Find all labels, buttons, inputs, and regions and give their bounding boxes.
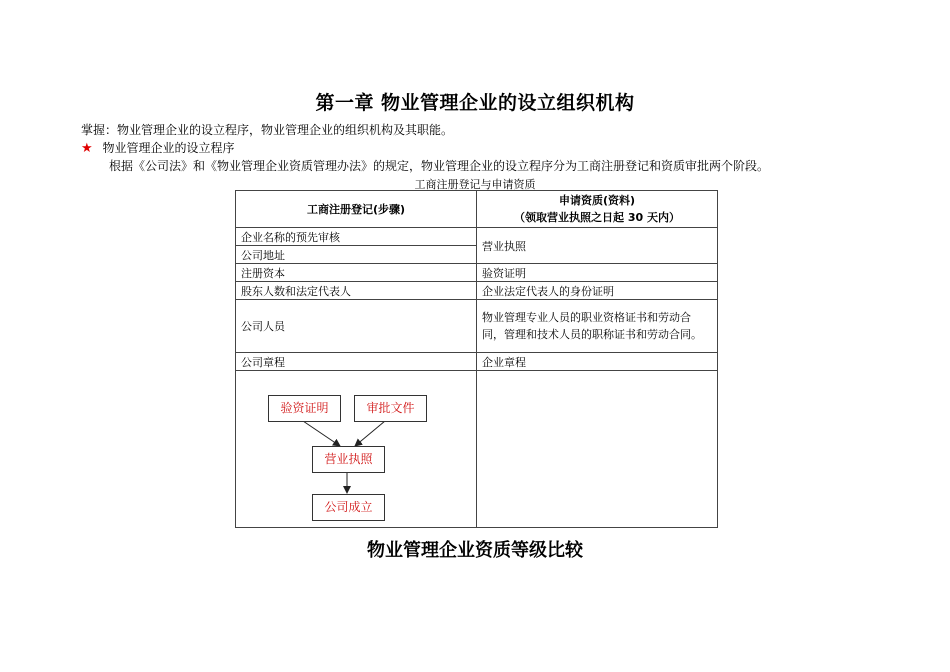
arrow-shenpi-to-yingye — [355, 421, 385, 446]
table-caption: 工商注册登记与申请资质 — [414, 178, 536, 191]
intro-paragraph: 根据《公司法》和《物业管理企业资质管理办法》的规定，物业管理企业的设立程序分为工商注册登记和资质审批两个阶段。 — [109, 159, 770, 173]
cell-left: 公司地址 — [236, 246, 477, 264]
master-line: 掌握：物业管理企业的设立程序，物业管理企业的组织机构及其职能。 — [81, 123, 454, 137]
cell-left: 股东人数和法定代表人 — [236, 282, 477, 300]
header-left: 工商注册登记(步骤) — [236, 191, 477, 228]
section-heading: 物业管理企业的设立程序 — [102, 141, 235, 155]
cell-right: 验资证明 — [477, 264, 718, 282]
cell-left: 公司章程 — [236, 353, 477, 371]
star-icon: ★ — [81, 141, 93, 156]
page-title: 第一章 物业管理企业的设立组织机构 — [315, 92, 635, 114]
flow-box-shenpi: 审批文件 — [354, 395, 427, 422]
header-right-line1: 申请资质(资料) — [558, 194, 636, 207]
header-right-line2: （领取营业执照之日起 30 天内） — [514, 211, 680, 224]
cell-right: 企业章程 — [477, 353, 718, 371]
cell-left: 企业名称的预先审核 — [236, 228, 477, 246]
cell-right-merged: 营业执照 — [477, 228, 718, 264]
cell-right: 物业管理专业人员的职业资格证书和劳动合同，管理和技术人员的职称证书和劳动合同。 — [477, 300, 718, 353]
cell-right: 企业法定代表人的身份证明 — [477, 282, 718, 300]
section-subtitle: 物业管理企业资质等级比较 — [367, 540, 583, 561]
flow-box-yingye: 营业执照 — [312, 446, 385, 473]
cell-left: 注册资本 — [236, 264, 477, 282]
flow-box-chengli: 公司成立 — [312, 494, 385, 521]
arrow-yanzi-to-yingye — [303, 421, 340, 446]
flow-box-yanzi: 验资证明 — [268, 395, 341, 422]
cell-left: 公司人员 — [236, 300, 477, 353]
